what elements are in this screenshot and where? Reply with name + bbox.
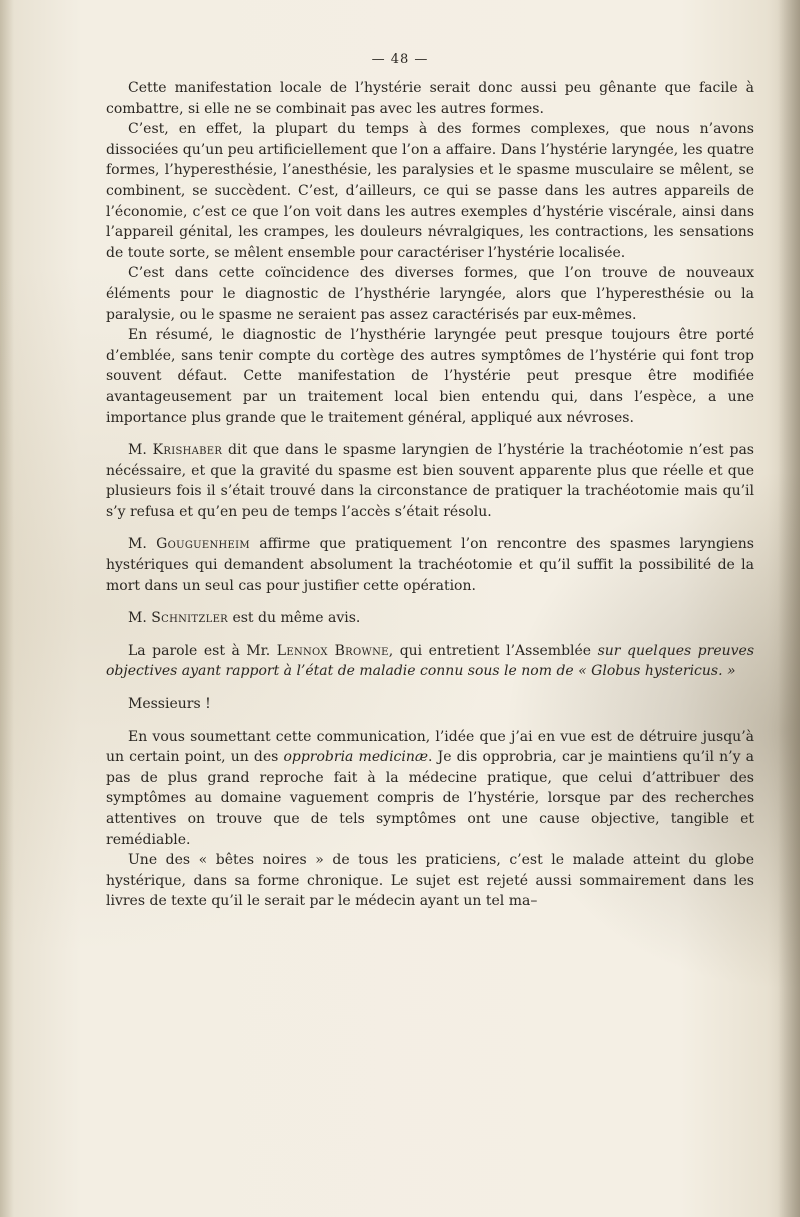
latin-phrase: opprobria medicinæ (283, 749, 429, 766)
speaker-prefix: M. (128, 536, 157, 553)
speaker-name: Gouguenheim (156, 536, 250, 553)
paragraph-4: En résumé, le diagnostic de l’hysthérie laryngée peut presque toujours être porté d’emblée, sans tenir compte du cortège des autres symptômes de l’hystérie qui font trop souvent défaut. Cette manifestation de l’hystérie peut presque être modifiée avantageusement par un traitement local bien entendu qui, dans l’espèce, a une importance plus grande que le traitement général, appliqué aux névroses. (106, 327, 754, 426)
communication-title: sur quelques preuves objectives ayant rapport à l’état de maladie connu sous le nom de « Globus hystericus. » (106, 642, 755, 680)
paragraph-opprobria (106, 727, 754, 851)
page-right-shadow (778, 0, 800, 1217)
speaker-text: est du même avis. (228, 610, 361, 627)
speaker-text: dit que dans le spasme laryngien de l’hystérie la trachéotomie n’est pas nécéssaire, et que la gravité du spasme est bien souvent apparente plus que réelle et que plusieurs fois il s’était trouvé dans la circonstance de pratiquer la trachéotomie mais qu’il s’y refusa et qu’en peu de temps l’accès s’était résolu. (106, 442, 754, 520)
paragraph-2: C’est, en effet, la plupart du temps à des formes complexes, que nous n’avons dissociées qu’un peu artificiellement que l’on a affaire. Dans l’hystérie laryngée, les quatre formes, l’hyperesthésie, l’anesthésie, les paralysies et le spasme musculaire se mêlent, se combinent, se succèdent. C’est, d’ailleurs, ce qui se passe dans les autres appareils de l’économie, c’est ce que l’on voit dans les autres exemples d’hystérie viscérale, ainsi dans l’appareil génital, les crampes, les douleurs névralgiques, les contractions, les sensations de toute sorte, se mêlent ensemble pour caractériser l’hystérie localisée. (106, 121, 754, 261)
speaker-name: Lennox Browne (276, 642, 389, 659)
speaker-prefix: M. (128, 610, 152, 627)
paragraph-krishaber (106, 440, 754, 522)
paragraph-schnitzler (106, 608, 754, 629)
paragraph-globus: Une des « bêtes noires » de tous les praticiens, c’est le malade atteint du globe hystérique, dans sa forme chronique. Le sujet est rejeté aussi sommairement dans les livres de texte qu’il le serait par le médecin ayant un tel ma– (106, 852, 754, 910)
page-left-shadow (0, 0, 14, 1217)
paragraph-1: Cette manifestation locale de l’hystérie serait donc aussi peu gênante que facile à combattre, si elle ne se combinait pas avec les autres formes. (106, 80, 754, 117)
lead-text: La parole est à Mr. (128, 642, 277, 659)
mid-text: , qui entretient l’Assemblée (388, 642, 598, 659)
paragraph-lennox-browne (106, 641, 754, 682)
speaker-name: Krishaber (152, 442, 223, 459)
page-number: — 48 — (371, 52, 429, 67)
speaker-text: affirme que pratiquement l’on rencontre des spasmes laryngiens hystériques qui demandent absolument la trachéotomie et qu’il suffit la possibilité de la mort dans un seul cas pour justifier cette opération. (106, 536, 754, 594)
salutation: Messieurs ! (128, 696, 211, 713)
lead-text: En vous soumettant cette communication, l’idée que j’ai en vue est de détruire jusqu’à un certain point, un des (106, 728, 754, 766)
rest-text: . Je dis opprobria, car je maintiens qu’il n’y a pas de plus grand reproche fait à la médecine pratique, que celui d’attribuer des symptômes au domaine vaguement compris de l’hystérie, lorsque par des recherches attentives on trouve que de tels symptômes ont une cause objective, tangible et remédiable. (106, 749, 754, 848)
speaker-prefix: M. (128, 442, 153, 459)
speaker-name: Schnitzler (151, 610, 229, 627)
paragraph-gouguenheim (106, 534, 754, 596)
paragraph-3: C’est dans cette coïncidence des diverses formes, que l’on trouve de nouveaux éléments pour le diagnostic de l’hysthérie laryngée, alors que l’hyperesthésie ou la paralysie, ou le spasme ne seraient pas assez caractérisés par eux-mêmes. (106, 265, 754, 323)
body-text (106, 78, 754, 912)
